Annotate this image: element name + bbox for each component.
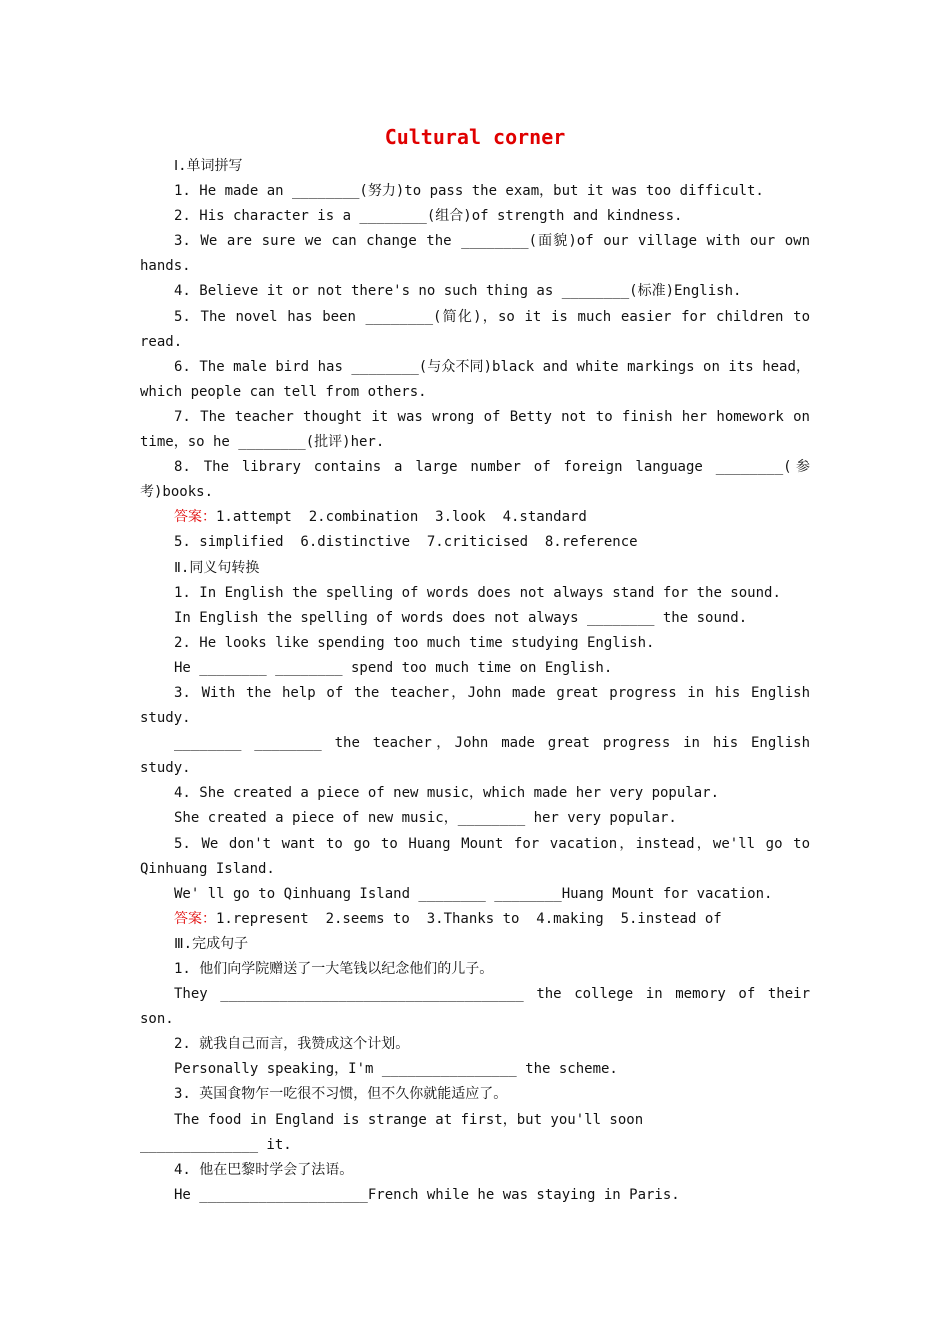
answer-label: 答案： [174,509,216,526]
s1-item-4: 4. Believe it or not there's no such thing as ________(标准)English. [174,283,742,300]
s3-item-2: 2. 就我自己而言，我赞成这个计划。 [174,1036,410,1053]
s2-item-2: 2. He looks like spending too much time studying English. [174,634,655,651]
section2-heading: Ⅱ.同义句转换 [174,559,260,576]
s1-item-5: 5. The novel has been ________(简化)，so it is much easier for children to read. [140,308,810,350]
s3-item-3-answer-a: The food in England is strange at first，but you'll soon [174,1111,644,1128]
s1-item-3: 3. We are sure we can change the ________(面貌)of our village with our own hands. [140,233,810,275]
document-page [140,120,810,1208]
s1-item-1: 1. He made an ________(努力)to pass the exam，but it was too difficult. [174,183,764,200]
s1-item-2: 2. His character is a ________(组合)of strength and kindness. [174,208,683,225]
s1-item-7: 7. The teacher thought it was wrong of Betty not to finish her homework on time，so he ________(批评)her. [140,408,810,451]
s2-item-2-rewrite: He ________ ________ spend too much time on English. [174,659,613,676]
section3-heading: Ⅲ.完成句子 [174,935,249,952]
s1-answer-line-2: 5. simplified 6.distinctive 7.criticised 8.reference [174,534,638,551]
s3-item-4-answer: He ____________________French while he was staying in Paris. [174,1186,680,1203]
answer-text: 1.attempt 2.combination 3.look 4.standard [216,509,587,526]
s2-item-4: 4. She created a piece of new music，which made her very popular. [174,785,720,802]
s1-item-8: 8. The library contains a large number of foreign language ________(参考)books. [140,459,810,501]
s2-item-4-rewrite: She created a piece of new music，________ her very popular. [174,810,677,827]
page-title: Cultural corner [384,125,566,149]
s3-item-1: 1. 他们向学院赠送了一大笔钱以纪念他们的儿子。 [174,961,494,977]
s3-item-3-answer-b: ______________ it. [140,1136,292,1153]
s2-item-1-rewrite: In English the spelling of words does not always ________ the sound. [174,609,748,626]
s1-answer-line-1 [140,505,810,530]
s3-item-1-answer: They ____________________________________ the college in memory of their son. [140,986,810,1028]
s3-item-2-answer: Personally speaking，I'm ________________ the scheme. [174,1061,618,1078]
s2-item-5-rewrite: We' ll go to Qinhuang Island ________ ________Huang Mount for vacation. [174,885,773,902]
s2-answer-line [140,907,810,932]
s1-item-6: 6. The male bird has ________(与众不同)black and white markings on its head，which people can tell from others. [140,358,810,400]
s2-item-3: 3. With the help of the teacher，John made great progress in his English study. [140,684,810,727]
s3-item-3: 3. 英国食物乍一吃很不习惯，但不久你就能适应了。 [174,1086,508,1103]
answer-text: 1.represent 2.seems to 3.Thanks to 4.making 5.instead of [216,910,722,927]
s2-item-5: 5. We don't want to go to Huang Mount for vacation，instead，we'll go to Qinhuang Island. [140,835,810,877]
s2-item-1: 1. In English the spelling of words does not always stand for the sound. [174,584,781,601]
answer-label: 答案： [174,910,216,927]
s2-item-3-rewrite: ________ ________ the teacher，John made great progress in his English study. [140,735,810,777]
section1-heading: Ⅰ.单词拼写 [174,158,243,174]
s3-item-4: 4. 他在巴黎时学会了法语。 [174,1161,354,1178]
